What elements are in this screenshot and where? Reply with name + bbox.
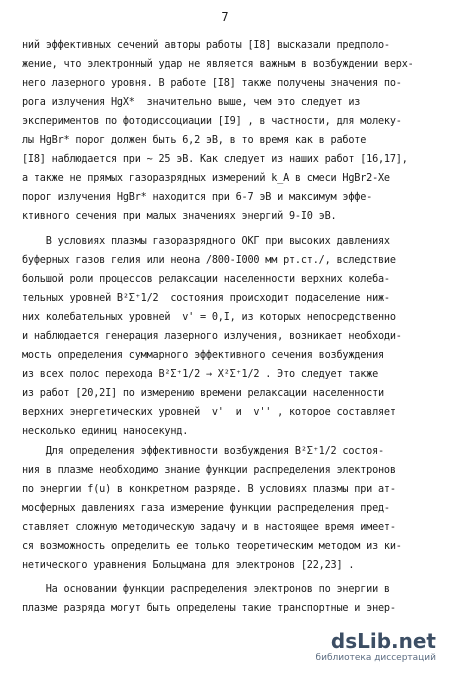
text-line: Для определения эффективности возбуждения B²Σ⁺1/2 состоя- bbox=[22, 446, 384, 457]
text-line: из работ [20,2I] по измерению времени релаксации населенности bbox=[22, 388, 384, 399]
text-line: несколько единиц наносекунд. bbox=[22, 426, 189, 437]
paragraph bbox=[22, 580, 434, 618]
paragraph bbox=[22, 36, 434, 226]
site-watermark[interactable] bbox=[286, 631, 436, 665]
text-line: порог излучения HgBr* находится при 6-7 эВ и максимум эффе- bbox=[22, 192, 373, 203]
text-line: На основании функции распределения электронов по энергии в bbox=[22, 584, 390, 595]
text-line: него лазерного уровня. В работе [I8] также получены значения по- bbox=[22, 78, 402, 89]
text-line: ний эффективных сечений авторы работы [I8] высказали предполо- bbox=[22, 40, 390, 51]
text-line: буферных газов гелия или неона /800-I000 мм рт.ст./, вследствие bbox=[22, 255, 396, 266]
text-line: верхних энергетических уровней v' и v'' , которое составляет bbox=[22, 407, 396, 418]
text-line: лы HgBr* порог должен быть 6,2 эВ, в то время как в работе bbox=[22, 135, 367, 146]
text-line: и наблюдается генерация лазерного излучения, возникает необходи- bbox=[22, 331, 402, 342]
text-line: [I8] наблюдается при ~ 25 эВ. Как следует из наших работ [16,17], bbox=[22, 154, 408, 165]
text-line: мосферных давлениях газа измерение функции распределения пред- bbox=[22, 503, 390, 514]
text-line: тельных уровней B²Σ⁺1/2 состояния происходит подаселение ниж- bbox=[22, 293, 390, 304]
text-line: плазме разряда могут быть определены такие транспортные и энер- bbox=[22, 603, 396, 614]
text-line: из всех полос перехода B²Σ⁺1/2 → X²Σ⁺1/2 . Это следует также bbox=[22, 369, 379, 380]
text-line: по энергии f(u) в конкретном разряде. В условиях плазмы при ат- bbox=[22, 484, 396, 495]
text-line: ния в плазме необходимо знание функции распределения электронов bbox=[22, 465, 396, 476]
text-line: а также не прямых газоразрядных измерений k_A в смеси HgBr2-Xe bbox=[22, 173, 390, 184]
text-line: экспериментов по фотодиссоциации [I9] , в частности, для молеку- bbox=[22, 116, 402, 127]
text-line: ставляет сложную методическую задачу и в настоящее время имеет- bbox=[22, 522, 396, 533]
paragraph bbox=[22, 442, 434, 575]
text-line: жение, что электронный удар не является важным в возбуждении верх- bbox=[22, 59, 414, 70]
text-line: мость определения суммарного эффективного сечения возбуждения bbox=[22, 350, 384, 361]
text-line: них колебательных уровней v' = 0,I, из которых непосредственно bbox=[22, 312, 396, 323]
text-line: рога излучения HgX* значительно выше, чем это следует из bbox=[22, 97, 361, 108]
paragraph bbox=[22, 232, 434, 441]
text-line: В условиях плазмы газоразрядного ОКГ при высоких давлениях bbox=[22, 236, 390, 247]
page-number: 7 bbox=[221, 10, 229, 24]
watermark-subtitle: библиотека диссертаций bbox=[315, 653, 436, 663]
text-line: нетического уравнения Больцмана для электронов [22,23] . bbox=[22, 560, 355, 571]
text-line: большой роли процессов релаксации населенности верхних колеба- bbox=[22, 274, 390, 285]
text-line: ся возможность определить ее только теоретическим методом из ки- bbox=[22, 541, 402, 552]
text-line: ктивного сечения при малых значениях энергий 9-I0 эВ. bbox=[22, 211, 337, 222]
watermark-logo: dsLib.net bbox=[330, 629, 436, 653]
